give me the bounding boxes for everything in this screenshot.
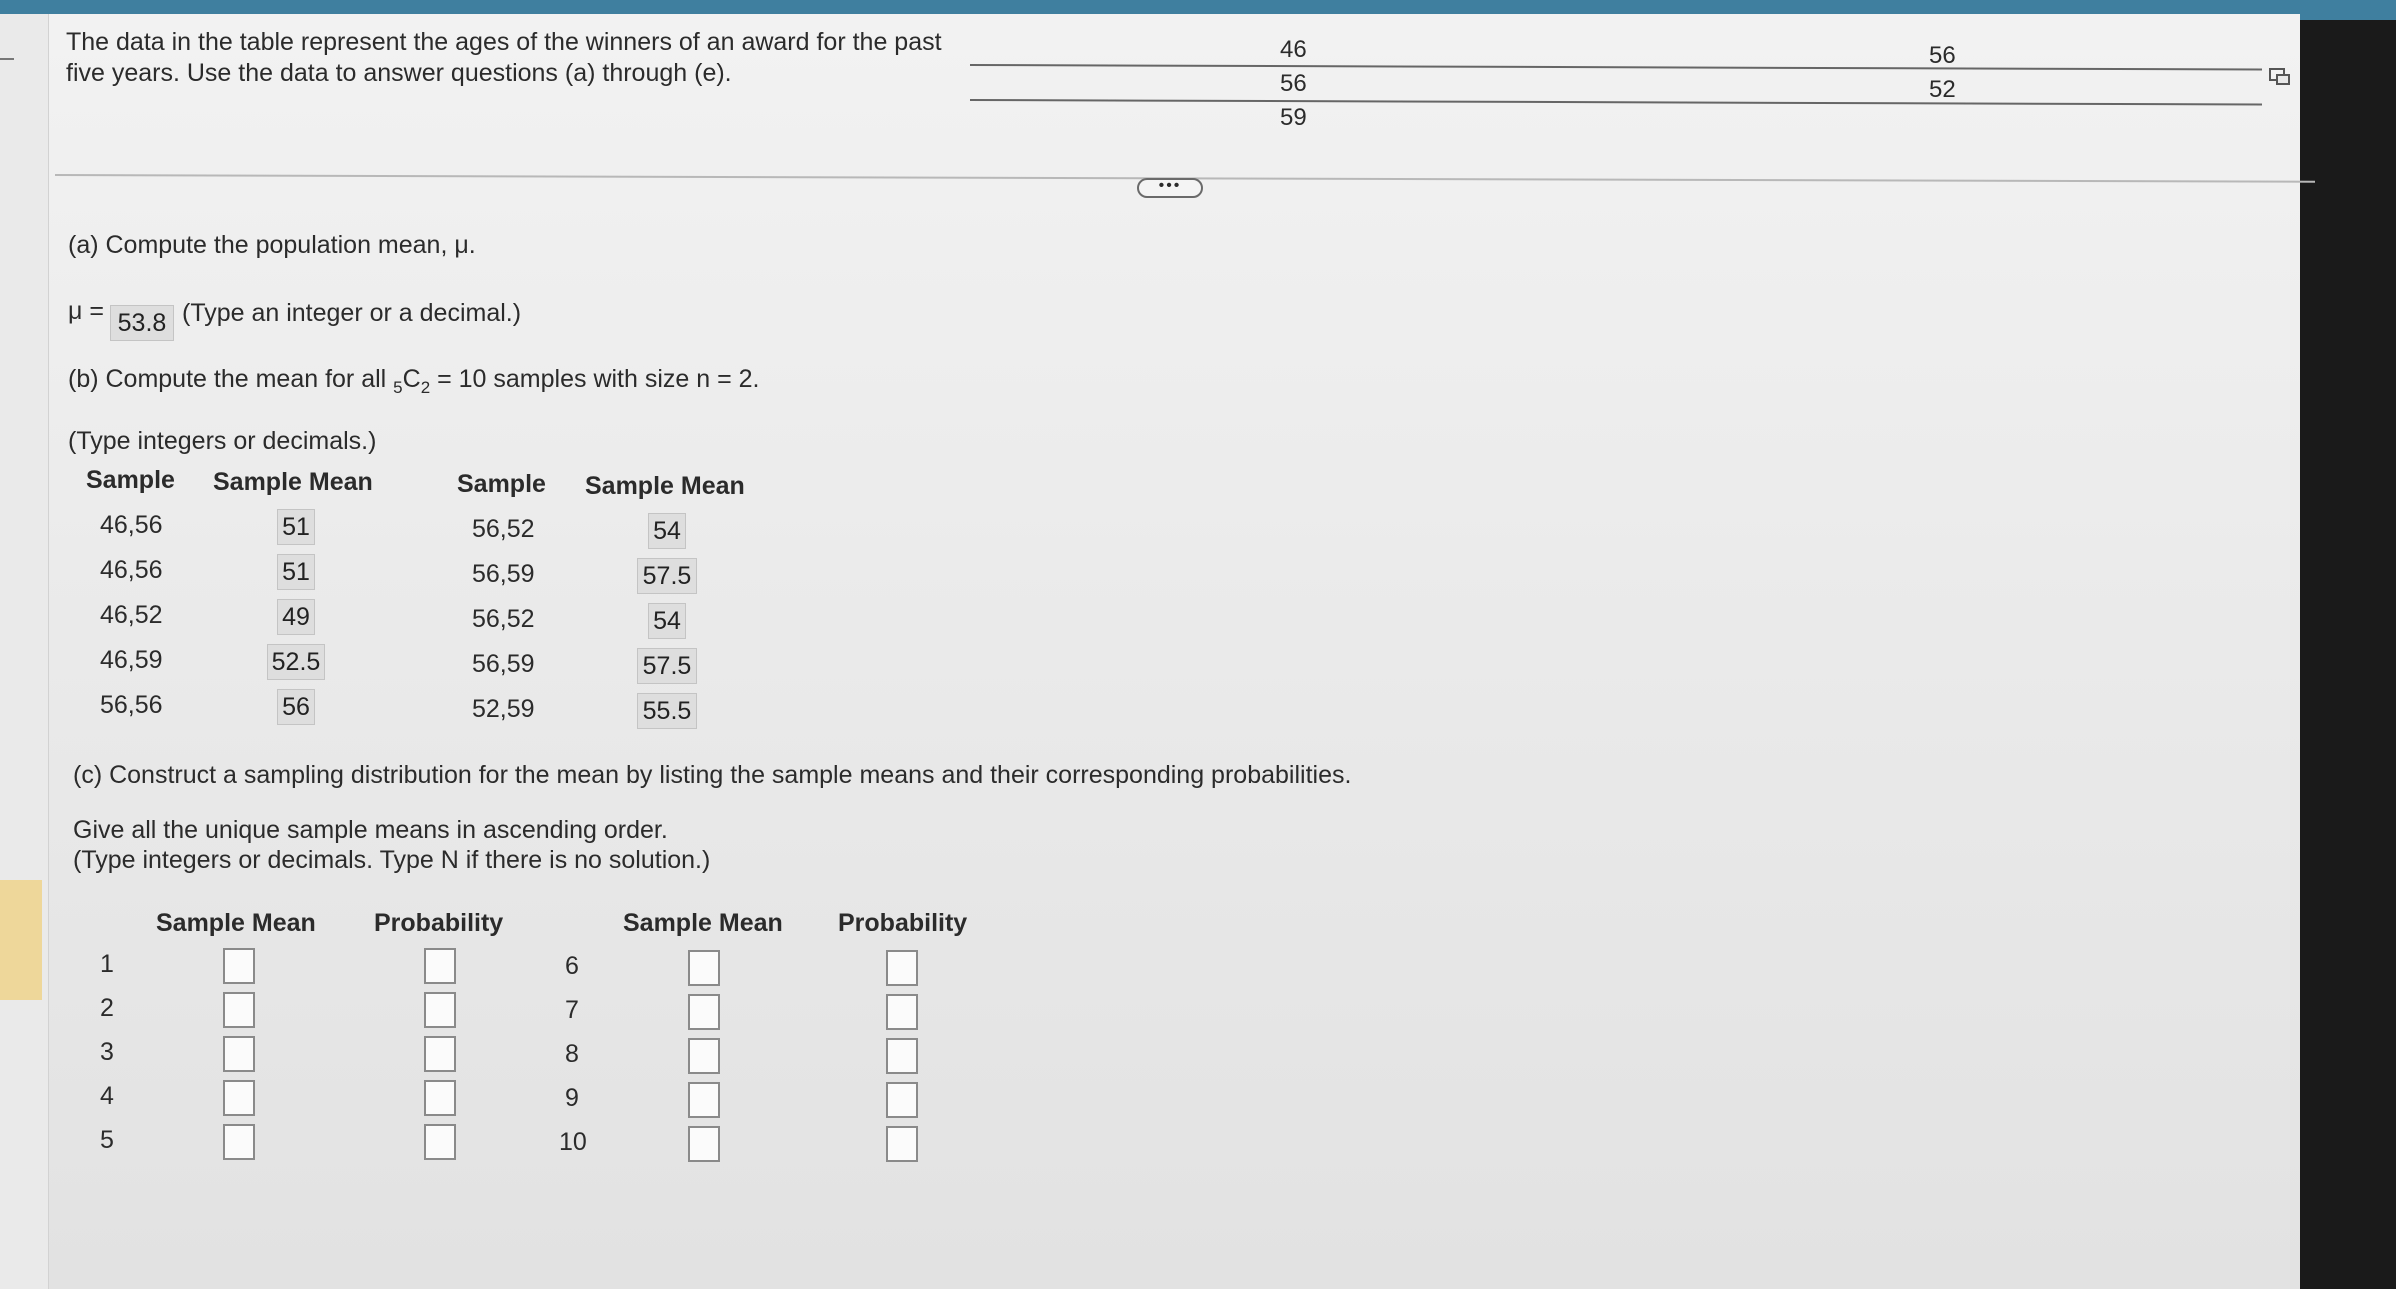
data-col1-value: 59 bbox=[1280, 104, 1307, 131]
sample-pair: 56,52 bbox=[472, 605, 535, 633]
data-col2-value: 56 bbox=[1929, 42, 1956, 69]
dist-row-index: 3 bbox=[100, 1038, 114, 1066]
dist-mean-input[interactable] bbox=[688, 994, 720, 1030]
sample-pair: 52,59 bbox=[472, 695, 535, 723]
sample-mean-input[interactable]: 54 bbox=[648, 513, 686, 549]
left-dash-marker bbox=[0, 58, 14, 60]
sample-mean-input[interactable]: 56 bbox=[277, 689, 315, 725]
question-panel bbox=[0, 14, 2300, 1289]
sample-pair: 46,59 bbox=[100, 646, 163, 674]
dist-probability-input[interactable] bbox=[424, 1124, 456, 1160]
part-c-prompt: (c) Construct a sampling distribution for the mean by listing the sample means and their corresponding probabilities. bbox=[73, 761, 1352, 789]
expand-more-button[interactable]: ••• bbox=[1137, 178, 1203, 198]
part-a-prompt: (a) Compute the population mean, μ. bbox=[68, 231, 476, 259]
combination-k: 2 bbox=[420, 378, 431, 397]
sample-header: Sample bbox=[457, 470, 546, 498]
sample-mean-header: Sample Mean bbox=[213, 468, 373, 496]
dist-mean-input[interactable] bbox=[688, 1038, 720, 1074]
sample-pair: 56,59 bbox=[472, 650, 535, 678]
sample-pair: 46,56 bbox=[100, 511, 163, 539]
part-c-hint: (Type integers or decimals. Type N if there is no solution.) bbox=[73, 846, 711, 874]
sample-mean-header: Sample Mean bbox=[585, 472, 745, 500]
sample-pair: 46,56 bbox=[100, 556, 163, 584]
dist-probability-input[interactable] bbox=[886, 1082, 918, 1118]
dist-probability-header: Probability bbox=[838, 909, 968, 937]
sample-pair: 56,59 bbox=[472, 560, 535, 588]
dist-row-index: 4 bbox=[100, 1082, 114, 1110]
dist-mean-input[interactable] bbox=[688, 1126, 720, 1162]
dist-probability-input[interactable] bbox=[886, 994, 918, 1030]
data-col2-value: 52 bbox=[1929, 76, 1956, 103]
sample-mean-input[interactable]: 49 bbox=[277, 599, 315, 635]
dist-probability-input[interactable] bbox=[424, 948, 456, 984]
dist-row-index: 9 bbox=[565, 1084, 579, 1112]
dist-row-index: 1 bbox=[100, 950, 114, 978]
dist-row-index: 6 bbox=[565, 952, 579, 980]
dist-sample-mean-header: Sample Mean bbox=[623, 909, 783, 937]
sample-pair: 46,52 bbox=[100, 601, 163, 629]
sample-pair: 56,52 bbox=[472, 515, 535, 543]
dist-mean-input[interactable] bbox=[688, 1082, 720, 1118]
sample-mean-input[interactable]: 55.5 bbox=[637, 693, 697, 729]
part-b-hint: (Type integers or decimals.) bbox=[68, 427, 377, 455]
data-col1-value: 46 bbox=[1280, 36, 1307, 63]
dist-probability-input[interactable] bbox=[886, 950, 918, 986]
combination-letter: C bbox=[402, 365, 421, 393]
mu-label: μ = bbox=[68, 297, 104, 325]
sample-mean-input[interactable]: 54 bbox=[648, 603, 686, 639]
part-c-instruction: Give all the unique sample means in ascending order. bbox=[73, 816, 668, 844]
part-a-hint: (Type an integer or a decimal.) bbox=[182, 299, 522, 327]
sample-mean-input[interactable]: 57.5 bbox=[637, 558, 697, 594]
dist-mean-input[interactable] bbox=[223, 1080, 255, 1116]
sample-header: Sample bbox=[86, 466, 175, 494]
sample-mean-input[interactable]: 52.5 bbox=[267, 644, 325, 680]
dist-mean-input[interactable] bbox=[223, 1124, 255, 1160]
data-table-line bbox=[970, 64, 2262, 71]
part-b-prompt bbox=[68, 364, 760, 403]
left-highlight-strip bbox=[0, 880, 42, 1000]
dist-mean-input[interactable] bbox=[223, 948, 255, 984]
population-mean-input[interactable]: 53.8 bbox=[110, 305, 174, 341]
copy-table-icon[interactable] bbox=[2268, 66, 2292, 88]
combination-n: 5 bbox=[393, 378, 403, 397]
dist-row-index: 8 bbox=[565, 1040, 579, 1068]
dist-row-index: 5 bbox=[100, 1126, 114, 1154]
dist-probability-input[interactable] bbox=[886, 1126, 918, 1162]
dist-mean-input[interactable] bbox=[223, 1036, 255, 1072]
data-col1-value: 56 bbox=[1280, 70, 1307, 97]
sample-mean-input[interactable]: 51 bbox=[277, 554, 315, 590]
sample-pair: 56,56 bbox=[100, 691, 163, 719]
dist-sample-mean-header: Sample Mean bbox=[156, 909, 316, 937]
dist-mean-input[interactable] bbox=[223, 992, 255, 1028]
data-table-line bbox=[970, 99, 2262, 106]
part-b-prompt-post: = 10 samples with size n = 2. bbox=[437, 365, 760, 393]
dist-probability-input[interactable] bbox=[424, 992, 456, 1028]
intro-text: The data in the table represent the ages of the winners of an award for the past five years. Use the data to answer questions (a) through (e). bbox=[66, 28, 942, 87]
part-b-prompt-pre: (b) Compute the mean for all bbox=[68, 365, 387, 393]
dist-row-index: 2 bbox=[100, 994, 114, 1022]
sample-mean-input[interactable]: 51 bbox=[277, 509, 315, 545]
dist-row-index: 10 bbox=[559, 1128, 587, 1156]
sample-mean-input[interactable]: 57.5 bbox=[637, 648, 697, 684]
dist-probability-input[interactable] bbox=[886, 1038, 918, 1074]
dist-probability-input[interactable] bbox=[424, 1080, 456, 1116]
left-edge bbox=[0, 14, 49, 1289]
dist-mean-input[interactable] bbox=[688, 950, 720, 986]
dist-probability-header: Probability bbox=[374, 909, 504, 937]
dist-probability-input[interactable] bbox=[424, 1036, 456, 1072]
dist-row-index: 7 bbox=[565, 996, 579, 1024]
